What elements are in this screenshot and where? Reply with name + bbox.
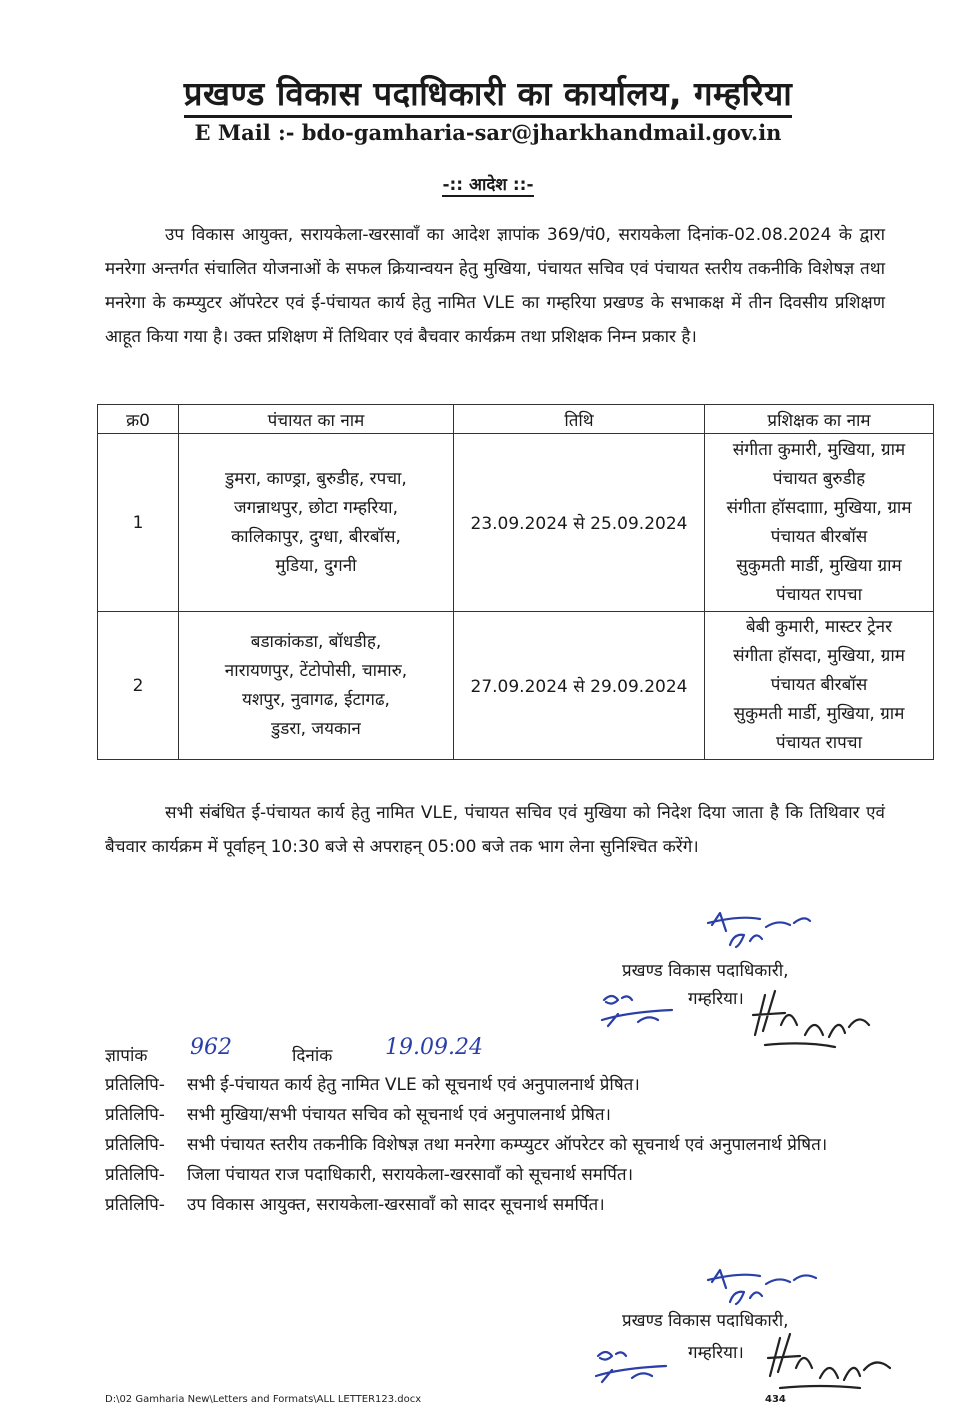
col-panchayat-header: पंचायत का नाम — [179, 405, 454, 434]
directive-paragraph: सभी संबंधित ई-पंचायत कार्य हेतु नामित VLE, पंचायत सचिव एवं मुखिया को निदेश दिया जाता है कि तिथिवार एवं बैचवार कार्यक्रम में पूर्वाहन् 10:30 बजे से अपराहन् 05:00 बजे तक भाग लेना सुनिश्चित करेंगे। — [105, 803, 885, 857]
table-row — [98, 434, 934, 612]
copy-line — [105, 1160, 895, 1190]
copy-label: प्रतिलिपि- — [105, 1195, 165, 1215]
signature-place-2: गम्हरिया। — [688, 1343, 744, 1363]
copy-line — [105, 1130, 895, 1160]
memo-number: 962 — [190, 1035, 232, 1060]
copies-list — [105, 1070, 895, 1220]
panchayat-line: नारायणपुर, टेंटोपोसी, चामारु, — [224, 660, 408, 681]
memo-date: 19.09.24 — [385, 1035, 483, 1060]
copy-label: प्रतिलिपि- — [105, 1105, 165, 1125]
trainer-line: संगीता कुमारी, मुखिया, ग्राम — [732, 439, 906, 460]
trainer-line: पंचायत रापचा — [775, 584, 863, 605]
row-panchayats — [179, 612, 454, 760]
office-email: E Mail :- bdo-gamharia-sar@jharkhandmail.gov.in — [194, 120, 782, 145]
office-title: प्रखण्ड विकास पदाधिकारी का कार्यालय, गम्हरिया — [0, 70, 976, 115]
table-header-row — [98, 405, 934, 434]
signature-initial-icon — [700, 905, 820, 955]
trainer-line: सुकुमती मार्डी, मुखिया, ग्राम — [733, 704, 905, 724]
copy-line — [105, 1070, 895, 1100]
training-schedule-table — [97, 404, 934, 760]
trainer-line: सुकुमती मार्डी, मुखिया ग्राम — [736, 555, 902, 576]
panchayat-line: डुमरा, काण्ड्रा, बुरुडीह, रपचा, — [225, 468, 407, 489]
col-date-header: तिथि — [454, 405, 705, 434]
copy-label: प्रतिलिपि- — [105, 1135, 165, 1155]
panchayat-line: जगन्नाथपुर, छोटा गम्हरिया, — [233, 497, 398, 518]
trainer-line: पंचायत बीरबॉस — [770, 526, 868, 547]
row-trainers — [705, 434, 934, 612]
panchayat-line: कालिकापुर, दुग्धा, बीरबॉस, — [231, 526, 401, 547]
signature-designation: प्रखण्ड विकास पदाधिकारी, — [622, 961, 789, 981]
panchayat-line: मुडिया, दुगनी — [275, 555, 357, 576]
panchayat-line: यशपुर, नुवागढ, ईटागढ, — [242, 689, 390, 710]
copy-text: जिला पंचायत राज पदाधिकारी, सरायकेला-खरसावाँ को सूचनार्थ समर्पित। — [187, 1165, 634, 1185]
memo-date-label: दिनांक — [292, 1046, 333, 1066]
signature-designation-2: प्रखण्ड विकास पदाधिकारी, — [622, 1311, 789, 1331]
officer-signature-icon — [745, 985, 875, 1055]
copy-line — [105, 1100, 895, 1130]
officer-signature-icon-2 — [760, 1330, 900, 1394]
col-trainer-header: प्रशिक्षक का नाम — [705, 405, 934, 434]
receipt-initial-icon-2 — [592, 1346, 672, 1388]
copy-label: प्रतिलिपि- — [105, 1165, 165, 1185]
receipt-initial-icon — [598, 990, 678, 1030]
copy-text: सभी पंचायत स्तरीय तकनीकि विशेषज्ञ तथा मनरेगा कम्प्युटर ऑपरेटर को सूचनार्थ एवं अनुपालनार्थ प्रेषित। — [187, 1135, 828, 1155]
row-trainers — [705, 612, 934, 760]
signature-place: गम्हरिया। — [688, 989, 744, 1009]
page-mark: 434 — [765, 1394, 786, 1405]
row-serial: 2 — [98, 612, 179, 760]
trainer-line: संगीता हॉसदा, मुखिया, ग्राम — [733, 646, 905, 666]
copy-text: सभी ई-पंचायत कार्य हेतु नामित VLE को सूचनार्थ एवं अनुपालनार्थ प्रेषित। — [187, 1075, 640, 1095]
signature-initial-icon-2 — [700, 1262, 830, 1312]
memo-label: ज्ञापांक — [105, 1046, 148, 1066]
trainer-line: पंचायत बुरुडीह — [772, 468, 866, 489]
file-path: D:\02 Gamharia New\Letters and Formats\ALL LETTER123.docx — [105, 1394, 422, 1405]
row-serial: 1 — [98, 434, 179, 612]
trainer-line: पंचायत बीरबॉस — [770, 675, 868, 695]
copy-line — [105, 1190, 895, 1220]
row-date: 27.09.2024 से 29.09.2024 — [454, 612, 705, 760]
trainer-line: पंचायत रापचा — [775, 733, 863, 753]
table-row — [98, 612, 934, 760]
row-date: 23.09.2024 से 25.09.2024 — [454, 434, 705, 612]
copy-text: उप विकास आयुक्त, सरायकेला-खरसावाँ को सादर सूचनार्थ समर्पित। — [187, 1195, 605, 1215]
row-panchayats — [179, 434, 454, 612]
panchayat-line: डुडरा, जयकान — [271, 718, 361, 739]
copy-label: प्रतिलिपि- — [105, 1075, 165, 1095]
intro-paragraph: उप विकास आयुक्त, सरायकेला-खरसावाँ का आदेश ज्ञापांक 369/पं0, सरायकेला दिनांक-02.08.2024 के द्वारा मनरेगा अन्तर्गत संचालित योजनाओं के सफल क्रियान्वयन हेतु मुखिया, पंचायत सचिव एवं पंचायत स्तरीय तकनीकि विशेषज्ञ तथा मनरेगा के कम्प्युटर ऑपरेटर एवं ई-पंचायत कार्य हेतु नामित VLE का गम्हरिया प्रखण्ड के सभाकक्ष में तीन दिवसीय प्रशिक्षण आहूत किया गया है। उक्त प्रशिक्षण में तिथिवार एवं बैचवार कार्यक्रम तथा प्रशिक्षक निम्न प्रकार है। — [105, 225, 885, 347]
trainer-line: बेबी कुमारी, मास्टर ट्रेनर — [745, 617, 893, 637]
copy-text: सभी मुखिया/सभी पंचायत सचिव को सूचनार्थ एवं अनुपालनार्थ प्रेषित। — [187, 1105, 611, 1125]
trainer-line: संगीता हॉसदाााा, मुखिया, ग्राम — [726, 497, 912, 518]
panchayat-line: बडाकांकडा, बॉधडीह, — [250, 631, 382, 652]
col-serial-header: क्र0 — [98, 405, 179, 434]
order-heading: -:: आदेश ::- — [442, 175, 534, 195]
